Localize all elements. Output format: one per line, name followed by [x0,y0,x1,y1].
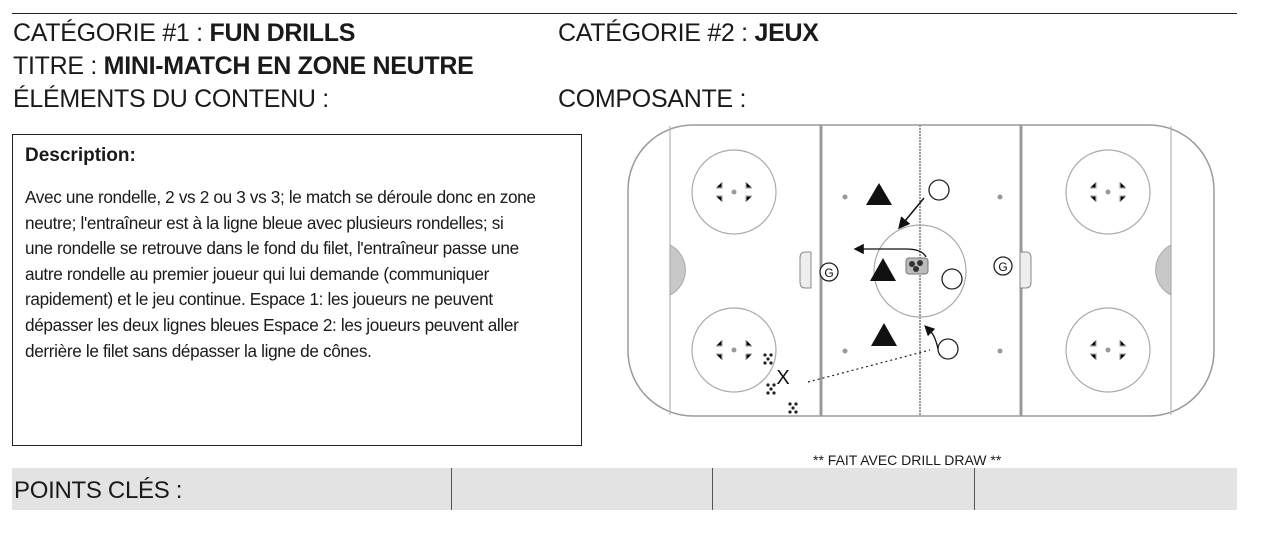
composante-label: COMPOSANTE : [558,85,747,113]
description-title: Description: [25,145,136,166]
category-2-value: JEUX [754,19,819,47]
description-line: Avec une rondelle, 2 vs 2 ou 3 vs 3; le match se déroule donc en zone [25,187,536,207]
column-divider [712,468,713,510]
pucks-icon [906,258,928,274]
net-left [800,252,811,288]
drill-draw-credit: ** FAIT AVEC DRILL DRAW ** [813,452,1002,468]
description-line: neutre; l'entraîneur est à la ligne bleue avec plusieurs rondelles; si [25,212,504,233]
category-1 [13,18,355,48]
rink-diagram [624,120,1216,420]
goalie-right-label: G [998,260,1008,274]
category-2 [558,18,819,48]
category-1-value: FUN DRILLS [209,19,356,47]
player-circle [929,180,949,200]
description-line: une rondelle se retrouve dans le fond du filet, l'entraîneur passe une [25,238,519,259]
player-circle [942,269,962,289]
top-rule [12,13,1237,14]
description-line: dépasser les deux lignes bleues Espace 2: les joueurs peuvent aller [25,314,519,335]
player-circle [938,339,958,359]
description-line: derrière le filet sans dépasser la ligne de cônes. [25,340,372,361]
drill-title [13,51,473,81]
net-right [1020,252,1031,288]
title-label: TITRE : [13,52,98,80]
elements-label: ÉLÉMENTS DU CONTENU : [13,85,329,113]
title-value: MINI-MATCH EN ZONE NEUTRE [103,52,474,80]
description-box [12,134,582,446]
description-text [25,185,575,364]
column-divider [974,468,975,510]
description-line: rapidement) et le jeu continue. Espace 1: les joueurs ne peuvent [25,289,493,310]
description-line: autre rondelle au premier joueur qui lui demande (communiquer [25,263,489,284]
column-divider [451,468,452,510]
category-1-label: CATÉGORIE #1 : [13,19,203,47]
category-2-label: CATÉGORIE #2 : [558,19,748,47]
key-points-label: POINTS CLÉS : [14,477,183,504]
key-points-bar [12,468,1237,510]
coach-x: X [776,367,790,389]
goalie-left-label: G [824,266,834,280]
